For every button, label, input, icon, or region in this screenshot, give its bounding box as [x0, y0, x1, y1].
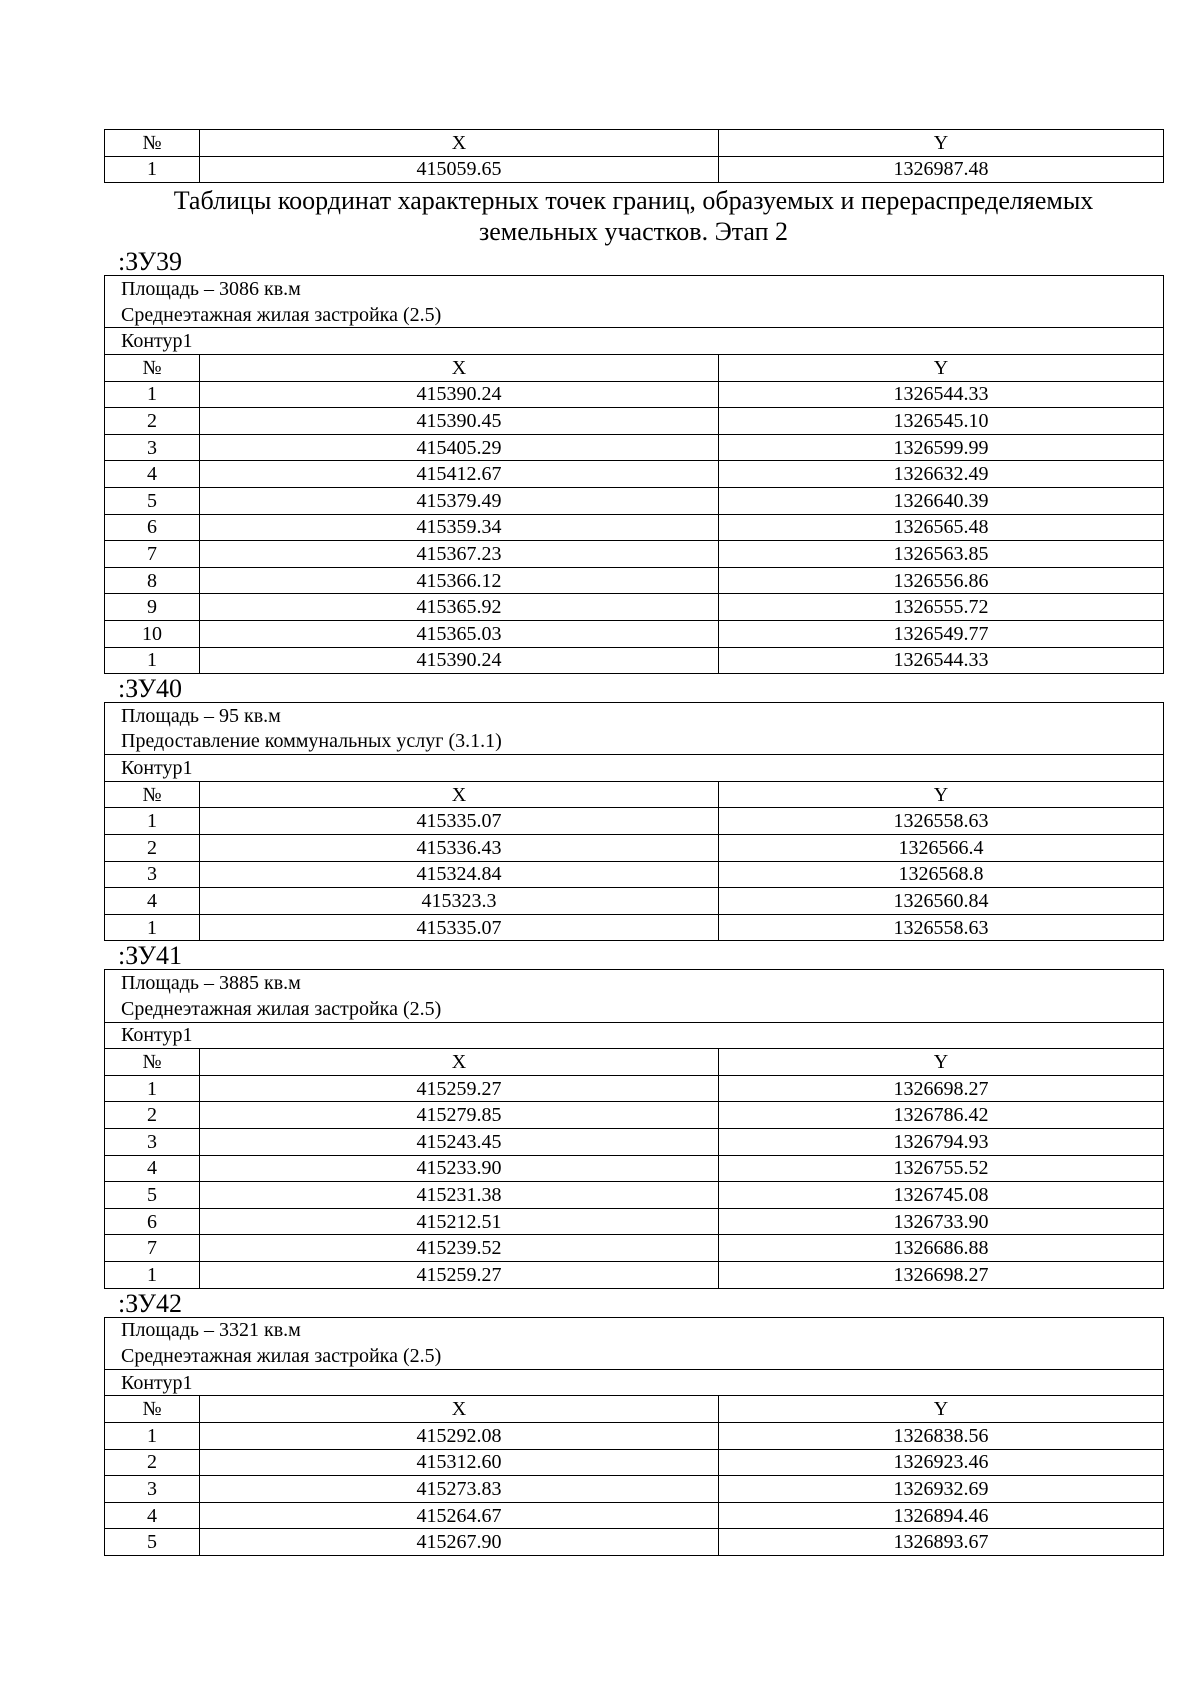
- point-no: 6: [105, 514, 200, 541]
- header-x: X: [200, 354, 719, 381]
- point-no: 2: [105, 1449, 200, 1476]
- table-row: [105, 1075, 1164, 1102]
- header-no: №: [105, 1396, 200, 1423]
- point-x: 415264.67: [200, 1502, 719, 1529]
- point-y: 1326640.39: [719, 487, 1164, 514]
- point-y: 1326544.33: [719, 647, 1164, 674]
- plot-label: :ЗУ40: [118, 674, 183, 704]
- table-row: [105, 541, 1164, 568]
- plot-land-use: Среднеэтажная жилая застройка (2.5): [105, 1343, 1164, 1369]
- table-row: [105, 1235, 1164, 1262]
- point-y: 1326558.63: [719, 808, 1164, 835]
- table-row: [105, 861, 1164, 888]
- header-y: Y: [719, 781, 1164, 808]
- point-y: 1326565.48: [719, 514, 1164, 541]
- table-row: [105, 647, 1164, 674]
- point-no: 5: [105, 1182, 200, 1209]
- point-y: 1326558.63: [719, 914, 1164, 941]
- point-x: 415367.23: [200, 541, 719, 568]
- header-no: №: [105, 781, 200, 808]
- point-y: 1326894.46: [719, 1502, 1164, 1529]
- point-x: 415390.45: [200, 408, 719, 435]
- point-x: 415231.38: [200, 1182, 719, 1209]
- table-row: [105, 1182, 1164, 1209]
- table-row: [105, 514, 1164, 541]
- section-heading-line-1: Таблицы координат характерных точек границ, образуемых и перераспределяемых: [173, 186, 1094, 216]
- point-x: 415390.24: [200, 647, 719, 674]
- point-no: 1: [105, 914, 200, 941]
- point-no: 2: [105, 1102, 200, 1129]
- point-no: 3: [105, 1476, 200, 1503]
- point-no: 1: [105, 1422, 200, 1449]
- point-x: 415323.3: [200, 888, 719, 915]
- table-header-row: [105, 354, 1164, 381]
- table-row: [105, 567, 1164, 594]
- point-no: 7: [105, 1235, 200, 1262]
- plot-coordinates-table: [104, 1317, 1164, 1556]
- point-x: 415267.90: [200, 1529, 719, 1556]
- section-heading-line-2: земельных участков. Этап 2: [478, 217, 789, 247]
- plot-contour-row: [105, 1022, 1164, 1049]
- plot-coordinates-table: [104, 969, 1164, 1288]
- plot-area: Площадь – 3885 кв.м: [105, 970, 1164, 996]
- header-no: №: [105, 1049, 200, 1076]
- top-coordinates-table: [104, 129, 1164, 183]
- table-row: [105, 1449, 1164, 1476]
- point-x: 415335.07: [200, 914, 719, 941]
- header-y: Y: [719, 354, 1164, 381]
- header-y: Y: [719, 1049, 1164, 1076]
- table-header-row: [105, 130, 1164, 157]
- point-no: 2: [105, 835, 200, 862]
- point-no: 7: [105, 541, 200, 568]
- point-no: 9: [105, 594, 200, 621]
- point-y: 1326545.10: [719, 408, 1164, 435]
- point-no: 8: [105, 567, 200, 594]
- point-no: 1: [105, 1261, 200, 1288]
- point-y: 1326549.77: [719, 620, 1164, 647]
- point-y: 1326786.42: [719, 1102, 1164, 1129]
- point-x: 415335.07: [200, 808, 719, 835]
- point-no: 1: [105, 1075, 200, 1102]
- table-row: [105, 1129, 1164, 1156]
- point-x: 415390.24: [200, 381, 719, 408]
- plot-area-row: [105, 276, 1164, 302]
- table-row: [105, 1261, 1164, 1288]
- point-x: 415405.29: [200, 434, 719, 461]
- point-no: 3: [105, 434, 200, 461]
- plot-area: Площадь – 3086 кв.м: [105, 276, 1164, 302]
- header-x: X: [200, 781, 719, 808]
- table-row: [105, 1102, 1164, 1129]
- table-row: [105, 620, 1164, 647]
- point-x: 415059.65: [200, 156, 719, 183]
- table-header-row: [105, 781, 1164, 808]
- plot-contour: Контур1: [105, 328, 1164, 355]
- point-y: 1326556.86: [719, 567, 1164, 594]
- point-no: 6: [105, 1208, 200, 1235]
- point-x: 415336.43: [200, 835, 719, 862]
- table-row: [105, 1502, 1164, 1529]
- table-row: [105, 381, 1164, 408]
- header-no: №: [105, 354, 200, 381]
- header-x: X: [200, 1396, 719, 1423]
- table-row: [105, 594, 1164, 621]
- point-x: 415359.34: [200, 514, 719, 541]
- point-y: 1326755.52: [719, 1155, 1164, 1182]
- table-row: [105, 461, 1164, 488]
- table-row: [105, 434, 1164, 461]
- point-no: 4: [105, 1502, 200, 1529]
- point-no: 3: [105, 861, 200, 888]
- point-y: 1326698.27: [719, 1261, 1164, 1288]
- plot-land-use-row: [105, 1343, 1164, 1369]
- point-no: 1: [105, 156, 200, 183]
- point-y: 1326745.08: [719, 1182, 1164, 1209]
- table-row: [105, 1529, 1164, 1556]
- plot-contour: Контур1: [105, 755, 1164, 782]
- point-x: 415379.49: [200, 487, 719, 514]
- point-y: 1326568.8: [719, 861, 1164, 888]
- point-no: 3: [105, 1129, 200, 1156]
- point-y: 1326563.85: [719, 541, 1164, 568]
- header-y: Y: [719, 130, 1164, 157]
- table-row: [105, 156, 1164, 183]
- point-y: 1326932.69: [719, 1476, 1164, 1503]
- plot-area-row: [105, 1317, 1164, 1343]
- point-y: 1326544.33: [719, 381, 1164, 408]
- table-row: [105, 1476, 1164, 1503]
- plot-land-use: Предоставление коммунальных услуг (3.1.1): [105, 729, 1164, 755]
- table-row: [105, 408, 1164, 435]
- point-y: 1326794.93: [719, 1129, 1164, 1156]
- point-x: 415212.51: [200, 1208, 719, 1235]
- point-x: 415312.60: [200, 1449, 719, 1476]
- point-y: 1326560.84: [719, 888, 1164, 915]
- document-page: [104, 129, 1163, 1556]
- point-x: 415259.27: [200, 1261, 719, 1288]
- plot-coordinates-table: [104, 275, 1164, 674]
- point-y: 1326838.56: [719, 1422, 1164, 1449]
- header-y: Y: [719, 1396, 1164, 1423]
- plot-contour: Контур1: [105, 1022, 1164, 1049]
- point-y: 1326566.4: [719, 835, 1164, 862]
- table-row: [105, 1422, 1164, 1449]
- header-x: X: [200, 1049, 719, 1076]
- point-y: 1326698.27: [719, 1075, 1164, 1102]
- plot-contour-row: [105, 755, 1164, 782]
- table-header-row: [105, 1396, 1164, 1423]
- point-no: 1: [105, 381, 200, 408]
- plot-area: Площадь – 95 кв.м: [105, 703, 1164, 729]
- point-no: 10: [105, 620, 200, 647]
- point-y: 1326555.72: [719, 594, 1164, 621]
- plots-container: [104, 247, 1163, 1556]
- point-x: 415292.08: [200, 1422, 719, 1449]
- plot-label: :ЗУ41: [118, 941, 183, 971]
- point-no: 5: [105, 487, 200, 514]
- plot-coordinates-table: [104, 702, 1164, 941]
- plot-contour-row: [105, 328, 1164, 355]
- table-row: [105, 487, 1164, 514]
- plot-area-row: [105, 970, 1164, 996]
- point-y: 1326599.99: [719, 434, 1164, 461]
- point-x: 415412.67: [200, 461, 719, 488]
- point-x: 415273.83: [200, 1476, 719, 1503]
- plot-label: :ЗУ42: [118, 1288, 183, 1318]
- table-row: [105, 888, 1164, 915]
- point-y: 1326733.90: [719, 1208, 1164, 1235]
- point-no: 4: [105, 888, 200, 915]
- point-x: 415324.84: [200, 861, 719, 888]
- plot-land-use: Среднеэтажная жилая застройка (2.5): [105, 996, 1164, 1022]
- plot-contour: Контур1: [105, 1369, 1164, 1396]
- point-x: 415233.90: [200, 1155, 719, 1182]
- table-header-row: [105, 1049, 1164, 1076]
- point-no: 1: [105, 647, 200, 674]
- plot-label: :ЗУ39: [118, 247, 183, 277]
- table-row: [105, 835, 1164, 862]
- plot-land-use: Среднеэтажная жилая застройка (2.5): [105, 302, 1164, 328]
- point-no: 2: [105, 408, 200, 435]
- point-no: 4: [105, 461, 200, 488]
- point-y: 1326893.67: [719, 1529, 1164, 1556]
- plot-contour-row: [105, 1369, 1164, 1396]
- plot-land-use-row: [105, 996, 1164, 1022]
- section-heading: [104, 185, 1163, 247]
- point-x: 415279.85: [200, 1102, 719, 1129]
- table-row: [105, 1208, 1164, 1235]
- plot-land-use-row: [105, 729, 1164, 755]
- table-row: [105, 1155, 1164, 1182]
- point-y: 1326686.88: [719, 1235, 1164, 1262]
- point-no: 4: [105, 1155, 200, 1182]
- point-x: 415259.27: [200, 1075, 719, 1102]
- point-x: 415365.92: [200, 594, 719, 621]
- table-row: [105, 914, 1164, 941]
- plot-area-row: [105, 703, 1164, 729]
- plot-land-use-row: [105, 302, 1164, 328]
- table-row: [105, 808, 1164, 835]
- point-x: 415243.45: [200, 1129, 719, 1156]
- point-y: 1326923.46: [719, 1449, 1164, 1476]
- point-x: 415239.52: [200, 1235, 719, 1262]
- header-x: X: [200, 130, 719, 157]
- plot-area: Площадь – 3321 кв.м: [105, 1317, 1164, 1343]
- point-y: 1326632.49: [719, 461, 1164, 488]
- header-no: №: [105, 130, 200, 157]
- point-y: 1326987.48: [719, 156, 1164, 183]
- point-x: 415366.12: [200, 567, 719, 594]
- point-no: 1: [105, 808, 200, 835]
- point-x: 415365.03: [200, 620, 719, 647]
- point-no: 5: [105, 1529, 200, 1556]
